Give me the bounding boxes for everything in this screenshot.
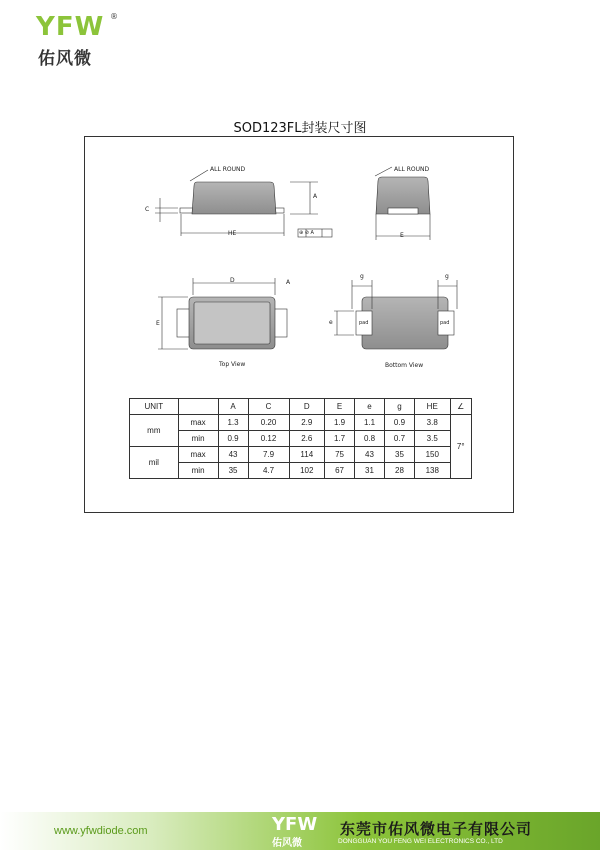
value-cell: 2.6 xyxy=(289,431,325,447)
table-header: e xyxy=(355,399,385,415)
all-round-label-2: ALL ROUND xyxy=(394,166,430,173)
value-cell: 3.5 xyxy=(414,431,450,447)
footer-logo-chinese: 佑风微 xyxy=(272,838,302,849)
company-logo xyxy=(36,12,126,69)
value-cell: 1.3 xyxy=(218,415,248,431)
dim-he-label: HE xyxy=(228,230,237,237)
value-cell: 0.9 xyxy=(385,415,415,431)
value-cell: 150 xyxy=(414,447,450,463)
table-row xyxy=(130,447,472,463)
value-cell: 1.7 xyxy=(325,431,355,447)
page-title: SOD123FL封装尺寸图 xyxy=(233,121,367,136)
table-header: D xyxy=(289,399,325,415)
table-header: ∠ xyxy=(450,399,472,415)
datum-a-label: A xyxy=(286,279,291,286)
pad-label-1: pad xyxy=(359,320,369,326)
dim-d-label: D xyxy=(230,277,235,284)
bottom-view-body xyxy=(362,297,448,349)
value-cell: 0.9 xyxy=(218,431,248,447)
value-cell: 0.20 xyxy=(248,415,289,431)
value-cell: 0.8 xyxy=(355,431,385,447)
company-name-en: DONGGUAN YOU FENG WEI ELECTRONICS CO., LTD xyxy=(338,838,503,845)
dim-e-pitch-label: e xyxy=(329,319,333,326)
dim-a-label: A xyxy=(313,193,318,200)
pad-label-2: pad xyxy=(440,320,450,326)
bottom-view-label: Bottom View xyxy=(385,362,424,369)
package-drawings xyxy=(0,140,600,540)
top-view-label: Top View xyxy=(219,361,246,368)
company-name-cn: 东莞市佑风微电子有限公司 xyxy=(340,820,533,838)
kind-cell: min xyxy=(178,431,218,447)
logo-letters: YFW xyxy=(36,12,105,42)
value-cell: 0.12 xyxy=(248,431,289,447)
value-cell: 7.9 xyxy=(248,447,289,463)
all-round-label-1: ALL ROUND xyxy=(210,166,246,173)
dim-g-label-2: g xyxy=(445,273,449,280)
table-header xyxy=(178,399,218,415)
table-header: HE xyxy=(414,399,450,415)
table-row xyxy=(130,431,472,447)
page-footer xyxy=(0,812,600,850)
value-cell: 1.1 xyxy=(355,415,385,431)
dim-g-label-1: g xyxy=(360,273,364,280)
kind-cell: min xyxy=(178,463,218,479)
value-cell: 43 xyxy=(355,447,385,463)
value-cell: 114 xyxy=(289,447,325,463)
value-cell: 28 xyxy=(385,463,415,479)
value-cell: 4.7 xyxy=(248,463,289,479)
footer-logo-letters: YFW xyxy=(272,814,318,835)
value-cell: 43 xyxy=(218,447,248,463)
value-cell: 75 xyxy=(325,447,355,463)
dim-c-label: C xyxy=(145,206,150,213)
table-header-row xyxy=(130,399,472,415)
dim-e-side-label: E xyxy=(400,232,404,239)
value-cell: 3.8 xyxy=(414,415,450,431)
value-cell: 138 xyxy=(414,463,450,479)
registered-mark: ® xyxy=(110,12,118,21)
website-link[interactable]: www.yfwdiode.com xyxy=(54,825,148,837)
value-cell: 2.9 xyxy=(289,415,325,431)
value-cell: 35 xyxy=(385,447,415,463)
side-view-body xyxy=(192,182,276,214)
table-header: g xyxy=(385,399,415,415)
angle-cell: 7° xyxy=(450,415,472,479)
table-header: C xyxy=(248,399,289,415)
value-cell: 0.7 xyxy=(385,431,415,447)
end-view-lead xyxy=(388,208,418,214)
value-cell: 67 xyxy=(325,463,355,479)
kind-cell: max xyxy=(178,415,218,431)
dim-e-top-label: E xyxy=(156,320,160,327)
value-cell: 1.9 xyxy=(325,415,355,431)
value-cell: 102 xyxy=(289,463,325,479)
table-header: UNIT xyxy=(130,399,179,415)
value-cell: 31 xyxy=(355,463,385,479)
tolerance-frame: ⊕ ⊘ A xyxy=(299,230,314,236)
table-header: E xyxy=(325,399,355,415)
table-row xyxy=(130,463,472,479)
logo-chinese-name: 佑风微 xyxy=(38,49,92,69)
kind-cell: max xyxy=(178,447,218,463)
table-header: A xyxy=(218,399,248,415)
unit-cell: mil xyxy=(130,447,179,479)
value-cell: 35 xyxy=(218,463,248,479)
unit-cell: mm xyxy=(130,415,179,447)
dimension-table xyxy=(129,398,472,479)
table-row xyxy=(130,415,472,431)
